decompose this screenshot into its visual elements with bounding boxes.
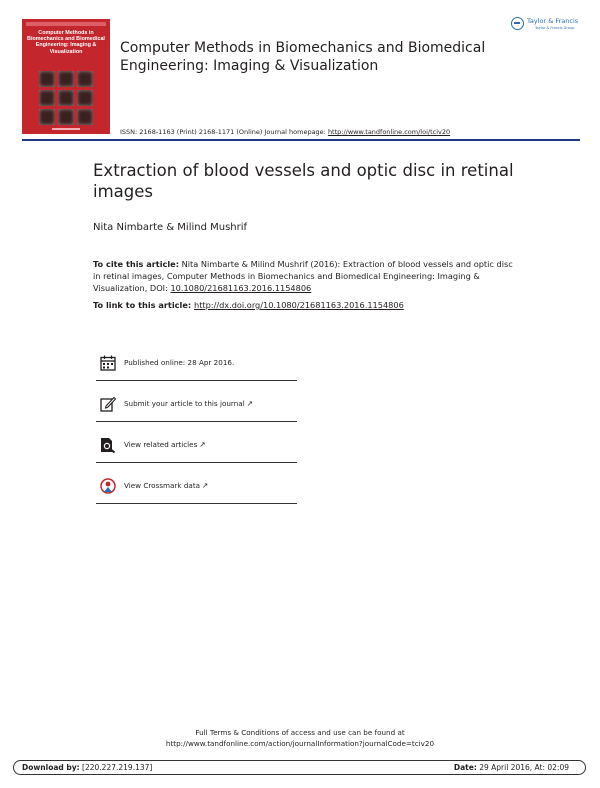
edit-icon [100, 396, 116, 412]
cover-tile [58, 109, 74, 125]
citation-block [93, 258, 513, 294]
cover-tile [58, 71, 74, 87]
doi-link[interactable]: 10.1080/21681163.2016.1154806 [170, 283, 312, 293]
submit-article-link[interactable]: Submit your article to this journal ↗ [124, 399, 253, 408]
article-title: Extraction of blood vessels and optic disc in retinal images [93, 161, 514, 201]
journal-homepage-link[interactable]: http://www.tandfonline.com/loi/tciv20 [327, 128, 451, 136]
cover-tile [77, 90, 93, 106]
journal-title: Computer Methods in Biomechanics and Biomedical Engineering: Imaging & Visualization [120, 40, 486, 74]
publisher-logo[interactable] [511, 16, 583, 36]
row-divider [96, 462, 297, 464]
logo-subtitle: Taylor & Francis Group [535, 26, 575, 30]
journal-cover [22, 19, 110, 134]
published-date: Published online: 28 Apr 2016. [124, 358, 235, 367]
row-divider [96, 380, 297, 382]
cover-tile [39, 109, 55, 125]
submit-article-row[interactable] [96, 382, 297, 422]
calendar-icon [100, 355, 116, 371]
logo-icon [511, 17, 524, 30]
cover-tile [58, 90, 74, 106]
cover-tile [39, 71, 55, 87]
cite-text: Nita Nimbarte & Milind Mushrif (2016): Extraction of blood vessels and optic disc in retinal images, Computer Methods in Biomechanics and Biomedical Engineering: Imaging & Visualization, DOI: [93, 259, 513, 293]
cover-tile [77, 109, 93, 125]
article-authors: Nita Nimbarte & Milind Mushrif [93, 222, 248, 233]
download-by: Download by: [220.227.219.137] [22, 763, 153, 772]
crossmark-link[interactable]: View Crossmark data ↗ [124, 481, 209, 490]
terms-url-link[interactable]: http://www.tandfonline.com/action/journalInformation?journalCode=tciv20 [165, 739, 435, 748]
terms-line: Full Terms & Conditions of access and use can be found at [195, 728, 405, 737]
issn-text: ISSN: 2168-1163 (Print) 2168-1171 (Online) Journal homepage: [120, 128, 328, 136]
external-link-icon: ↗ [199, 440, 206, 449]
issn-line [120, 128, 450, 136]
related-articles-link[interactable]: View related articles ↗ [124, 440, 206, 449]
header-divider [22, 139, 580, 141]
crossmark-row[interactable] [96, 464, 297, 504]
doi-url-link[interactable]: http://dx.doi.org/10.1080/21681163.2016.1154806 [194, 300, 404, 310]
terms-footer [0, 727, 600, 749]
cover-image-grid [39, 71, 93, 125]
cover-tile [77, 71, 93, 87]
crossmark-icon [100, 478, 116, 494]
row-divider [96, 421, 297, 423]
cover-top-strip [26, 22, 106, 26]
download-date: Date: 29 April 2016, At: 02:09 [453, 763, 569, 772]
related-articles-row[interactable] [96, 423, 297, 463]
row-divider [96, 503, 297, 505]
cite-label: To cite this article: [93, 259, 179, 269]
logo-name: Taylor & Francis [527, 17, 579, 25]
search-document-icon [100, 437, 116, 453]
published-row [96, 341, 297, 381]
link-label: To link to this article: [93, 300, 194, 310]
cover-bottom-strip [52, 128, 80, 130]
cover-title: Computer Methods in Biomechanics and Biomedical Engineering: Imaging & Visualization [27, 30, 105, 55]
external-link-icon: ↗ [246, 399, 253, 408]
cover-tile [39, 90, 55, 106]
article-link-line [93, 300, 404, 310]
download-info-bar [13, 760, 586, 775]
crossmark-external-icon: ↗ [202, 481, 209, 490]
